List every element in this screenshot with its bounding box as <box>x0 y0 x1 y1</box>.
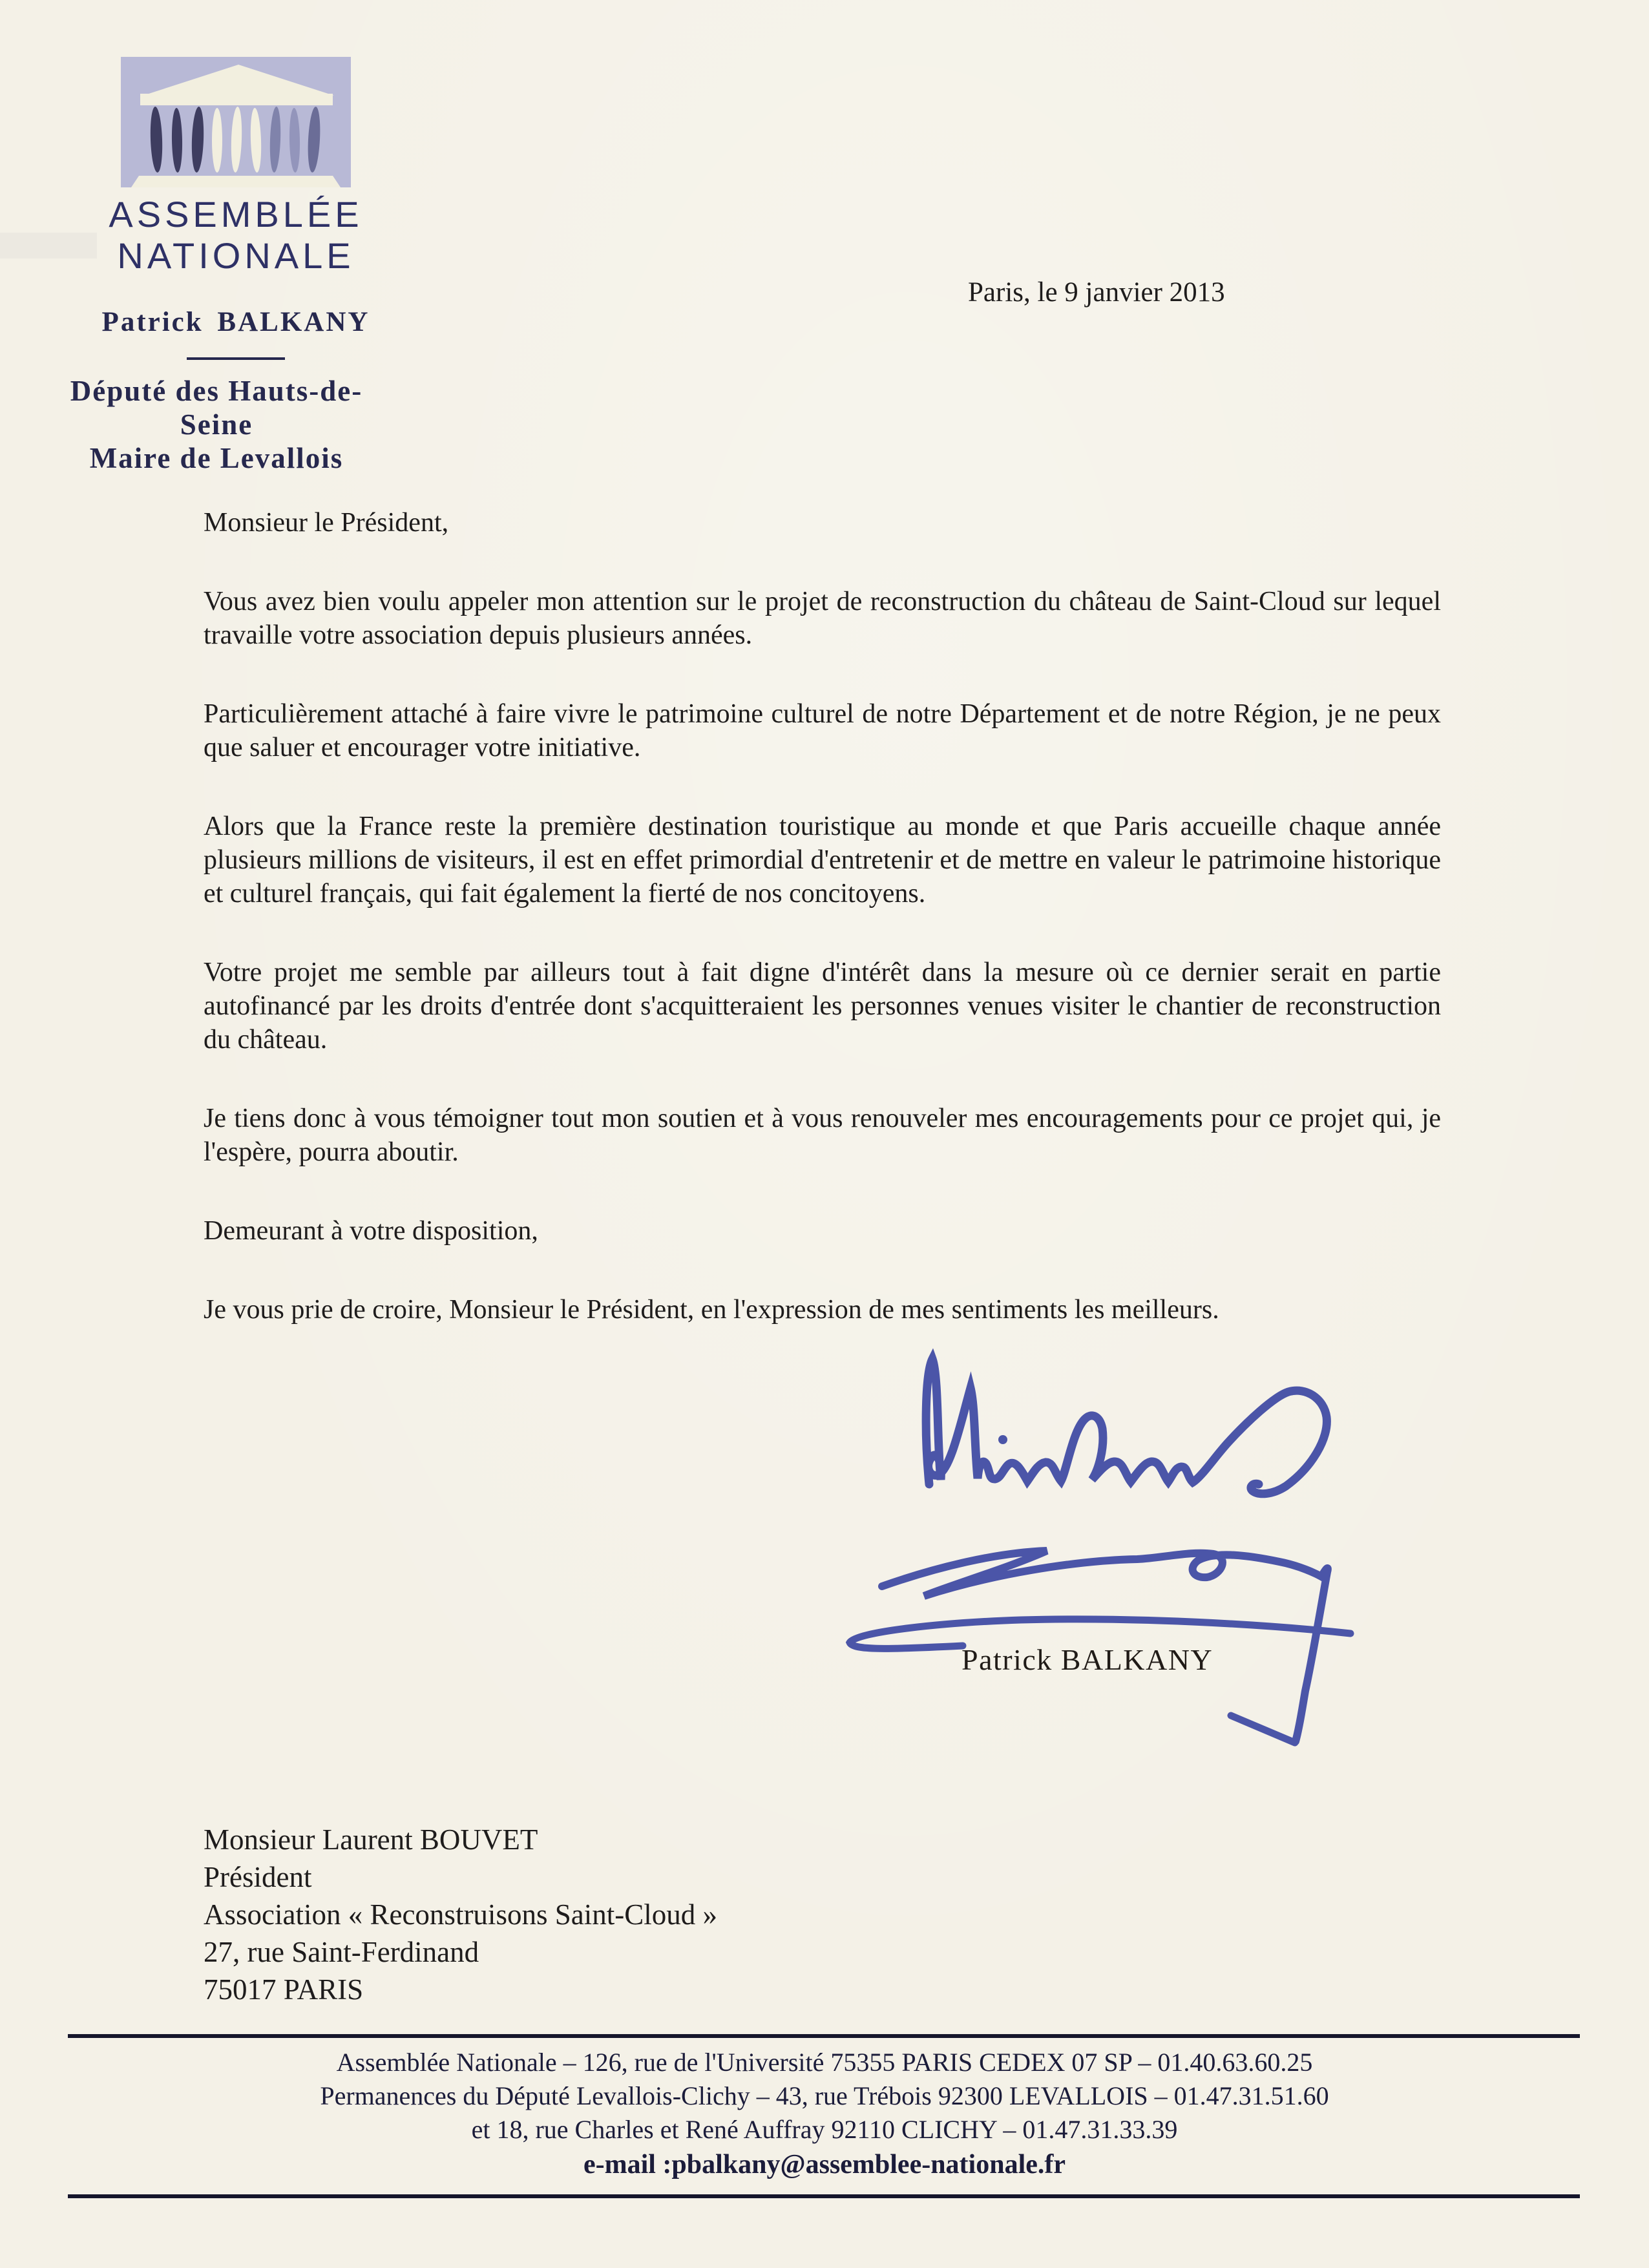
footer-email-line: e-mail :pbalkany@assemblee-nationale.fr <box>583 2150 1066 2179</box>
date-line: Paris, le 9 janvier 2013 <box>968 277 1225 308</box>
recipient-title: Président <box>204 1861 312 1893</box>
recipient-street: 27, rue Saint-Ferdinand <box>204 1936 479 1968</box>
temple-columns-icon <box>121 57 351 187</box>
closing-line-1: Demeurant à votre disposition, <box>204 1216 538 1246</box>
institution-name-line1: ASSEMBLÉE <box>109 194 363 235</box>
header-rule-divider <box>187 357 285 360</box>
letterhead <box>58 57 414 475</box>
author-title-depute: Député des Hauts-de-Seine <box>70 375 363 441</box>
recipient-city: 75017 PARIS <box>204 1973 364 2006</box>
institution-name-line2: NATIONALE <box>117 235 355 276</box>
recipient-association: Association « Reconstruisons Saint-Cloud » <box>204 1898 717 1931</box>
footer-rule-top <box>68 2034 1580 2038</box>
handwritten-signature-icon <box>827 1347 1363 1754</box>
signature-printed-name: Patrick BALKANY <box>961 1643 1213 1676</box>
footer-address-line-2: Permanences du Député Levallois-Clichy – 43, rue Trébois 92300 LEVALLOIS – 01.47.31.51.60 <box>320 2081 1329 2110</box>
letter-body <box>204 506 1441 1327</box>
author-title-maire: Maire de Levallois <box>89 442 344 474</box>
paragraph-2: Particulièrement attaché à faire vivre le patrimoine culturel de notre Département et de notre Région, je ne peux que saluer et encourager votre initiative. <box>204 699 1441 762</box>
closing-line-2: Je vous prie de croire, Monsieur le Président, en l'expression de mes sentiments les meilleurs. <box>204 1295 1219 1325</box>
footer-address-line-3: et 18, rue Charles et René Auffray 92110 CLICHY – 01.47.31.33.39 <box>471 2115 1178 2144</box>
footer-address-line-1: Assemblée Nationale – 126, rue de l'Université 75355 PARIS CEDEX 07 SP – 01.40.63.60.25 <box>336 2048 1313 2077</box>
paragraph-5: Je tiens donc à vous témoigner tout mon soutien et à vous renouveler mes encouragements pour ce projet qui, je l'espère, pourra aboutir. <box>204 1104 1441 1167</box>
paragraph-3: Alors que la France reste la première destination touristique au monde et que Paris accueille chaque année plusieurs millions de visiteurs, il est en effet primordial d'entretenir et de mettre en valeur le patrimoine historique et culturel français, qui fait également la fierté de nos concitoyens. <box>204 812 1441 908</box>
recipient-name: Monsieur Laurent BOUVET <box>204 1823 538 1856</box>
assemblee-nationale-logo <box>121 57 351 187</box>
footer <box>0 2046 1649 2181</box>
footer-rule-bottom <box>68 2194 1580 2198</box>
paragraph-1: Vous avez bien voulu appeler mon attention sur le projet de reconstruction du château de Saint-Cloud sur lequel travaille votre association depuis plusieurs années. <box>204 587 1441 650</box>
paragraph-4: Votre projet me semble par ailleurs tout à fait digne d'intérêt dans la mesure où ce dernier serait en partie autofinancé par les droits d'entrée dont s'acquitteraient les personnes venues visiter le chantier de reconstruction du château. <box>204 958 1441 1055</box>
author-name: Patrick BALKANY <box>101 307 370 337</box>
recipient-address <box>204 1821 717 2008</box>
salutation: Monsieur le Président, <box>204 508 449 538</box>
